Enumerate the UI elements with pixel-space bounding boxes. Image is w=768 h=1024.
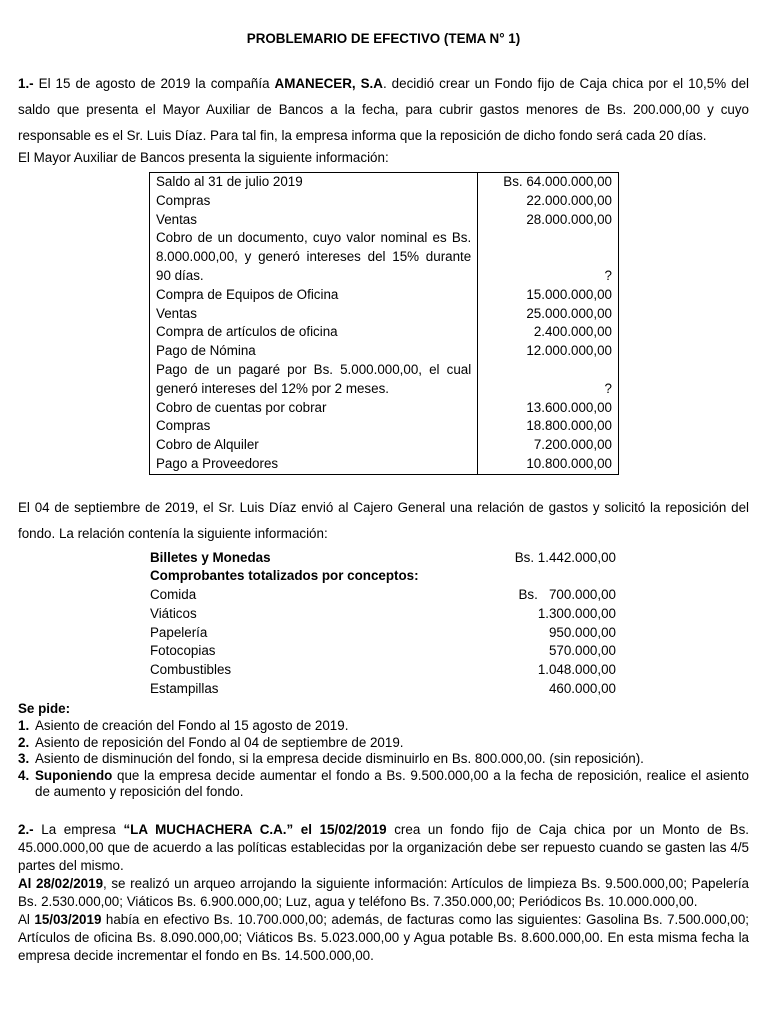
ledger-amount: 25.000.000,00 (478, 305, 619, 324)
company-and-date: “LA MUCHACHERA C.A.” el 15/02/2019 (123, 821, 387, 837)
bank-ledger-table (149, 172, 619, 475)
ledger-description: Pago de Nómina (150, 342, 478, 361)
ledger-description: Cobro de cuentas por cobrar (150, 399, 478, 418)
expense-amount: Bs. 700.000,00 (518, 587, 616, 603)
task-text: Asiento de disminución del fondo, si la empresa decide disminuirlo en Bs. 800.000,00. (sin reposición). (35, 751, 644, 767)
task-number: 2. (18, 734, 30, 750)
ledger-description: Saldo al 31 de julio 2019 (150, 173, 478, 192)
ledger-description: Ventas (150, 211, 478, 230)
task-list (18, 718, 749, 801)
problem-1-intro: 1.- El 15 de agosto de 2019 la compañía AMANECER, S.A. decidió crear un Fondo fijo de Caja chica por el 10,5% del saldo que presenta el Mayor Auxiliar de Bancos a la fecha, para cubrir gastos menores de Bs. 200.000,00 y cuyo responsable es el Sr. Luis Díaz. Para tal fin, la empresa informa que la reposición de dicho fondo será cada 20 días. (18, 76, 749, 143)
billetes-amount: Bs. 1.442.000,00 (514, 549, 616, 565)
expense-row (144, 680, 622, 699)
ledger-description: Compra de Equipos de Oficina (150, 286, 478, 305)
ledger-description: Pago a Proveedores (150, 455, 478, 474)
ledger-amount: 12.000.000,00 (478, 342, 619, 361)
ledger-amount: 22.000.000,00 (478, 192, 619, 211)
task-emphasis: Suponiendo (35, 767, 113, 783)
expense-amount: 460.000,00 (548, 680, 616, 696)
ledger-row (150, 323, 619, 342)
expense-row (144, 642, 622, 661)
ledger-row (150, 417, 619, 436)
ledger-row (150, 361, 619, 399)
expense-report-table (144, 549, 622, 699)
task-number: 3. (18, 751, 30, 767)
expense-row (144, 586, 622, 605)
expense-row (144, 624, 622, 643)
task-text: Asiento de creación del Fondo al 15 agosto de 2019. (35, 718, 349, 734)
ledger-amount: 18.800.000,00 (478, 417, 619, 436)
expense-row (144, 661, 622, 680)
task-item (18, 751, 749, 768)
ledger-amount: 13.600.000,00 (478, 399, 619, 418)
billetes-row (144, 549, 622, 568)
ledger-amount: Bs. 64.000.000,00 (478, 173, 619, 192)
comprobantes-label: Comprobantes totalizados por conceptos: (150, 568, 419, 584)
expense-amount: 1.048.000,00 (537, 661, 616, 677)
ledger-row (150, 305, 619, 324)
expense-label: Viáticos (150, 605, 197, 621)
expense-label: Papelería (150, 624, 208, 640)
task-text: Asiento de reposición del Fondo al 04 de septiembre de 2019. (35, 734, 404, 750)
ledger-amount: 7.200.000,00 (478, 436, 619, 455)
ledger-amount: 10.800.000,00 (478, 455, 619, 474)
ledger-description: Compra de artículos de oficina (150, 323, 478, 342)
ledger-description: Cobro de Alquiler (150, 436, 478, 455)
ledger-row (150, 399, 619, 418)
task-text: que la empresa decide aumentar el fondo a Bs. 9.500.000,00 a la fecha de reposición, realice el asiento de aumento y reposición del fondo. (35, 767, 749, 800)
ledger-row (150, 436, 619, 455)
reposicion-paragraph: El 04 de septiembre de 2019, el Sr. Luis Díaz envió al Cajero General una relación de gastos y solicitó la reposición del fondo. La relación contenía la siguiente información: (18, 499, 749, 541)
task-number: 1. (18, 718, 30, 734)
ledger-amount: 15.000.000,00 (478, 286, 619, 305)
problem-2-number: 2.- (18, 821, 34, 837)
expense-label: Fotocopias (150, 643, 216, 659)
expense-row (144, 605, 622, 624)
ledger-row (150, 211, 619, 230)
mayor-intro: El Mayor Auxiliar de Bancos presenta la siguiente información: (18, 150, 389, 165)
ledger-amount: ? (478, 229, 619, 285)
ledger-description: Pago de un pagaré por Bs. 5.000.000,00, el cual generó intereses del 12% por 2 meses. (150, 361, 478, 399)
billetes-label: Billetes y Monedas (150, 549, 271, 565)
arqueo-paragraph: Al 28/02/2019, se realizó un arqueo arrojando la siguiente información: Artículos de limpieza Bs. 9.500.000,00; Papelería Bs. 2.530.000,00; Viáticos Bs. 6.900.000,00; Luz, agua y teléfono Bs. 7.350.000,00; Periódicos Bs. 10.000.000,00. (18, 875, 749, 909)
ledger-description: Ventas (150, 305, 478, 324)
ledger-amount: 2.400.000,00 (478, 323, 619, 342)
task-number: 4. (18, 767, 30, 783)
document-title: PROBLEMARIO DE EFECTIVO (TEMA N° 1) (246, 31, 521, 46)
expense-label: Combustibles (150, 661, 232, 677)
ledger-amount: ? (478, 361, 619, 399)
ledger-row (150, 173, 619, 192)
efectivo-paragraph: Al 15/03/2019 había en efectivo Bs. 10.700.000,00; además, de facturas como las siguientes: Gasolina Bs. 7.500.000,00; Artículos de oficina Bs. 8.090.000,00; Viáticos Bs. 5.023.000,00 y Agua potable Bs. 8.600.000,00. En esta misma fecha la empresa decide incrementar el fondo en Bs. 14.500.000,00. (18, 911, 749, 963)
ledger-description: Compras (150, 192, 478, 211)
expense-amount: 1.300.000,00 (537, 605, 616, 621)
task-item (18, 768, 749, 801)
company-name: AMANECER, S.A (274, 76, 383, 91)
expense-label: Estampillas (150, 680, 219, 696)
ledger-row (150, 229, 619, 285)
ledger-description: Cobro de un documento, cuyo valor nominal es Bs. 8.000.000,00, y generó intereses del 15% durante 90 días. (150, 229, 478, 285)
expense-amount: 570.000,00 (548, 643, 616, 659)
comprobantes-row (144, 567, 622, 586)
ledger-row (150, 286, 619, 305)
ledger-amount: 28.000.000,00 (478, 211, 619, 230)
ledger-row (150, 192, 619, 211)
expense-label: Comida (150, 587, 197, 603)
document-page (18, 30, 749, 965)
task-item (18, 735, 749, 752)
ledger-row (150, 342, 619, 361)
task-item (18, 718, 749, 735)
se-pide-heading: Se pide: (18, 701, 71, 717)
problem-2-intro: 2.- La empresa “LA MUCHACHERA C.A.” el 15/02/2019 crea un fondo fijo de Caja chica por un Monto de Bs. 45.000.000,00 que de acuerdo a las políticas establecidas por la organización debe ser repuesto cuando se gasten las 4/5 partes del mismo. (18, 821, 749, 873)
expense-amount: 950.000,00 (548, 624, 616, 640)
problem-1-number: 1.- (18, 76, 34, 91)
ledger-row (150, 455, 619, 474)
ledger-description: Compras (150, 417, 478, 436)
